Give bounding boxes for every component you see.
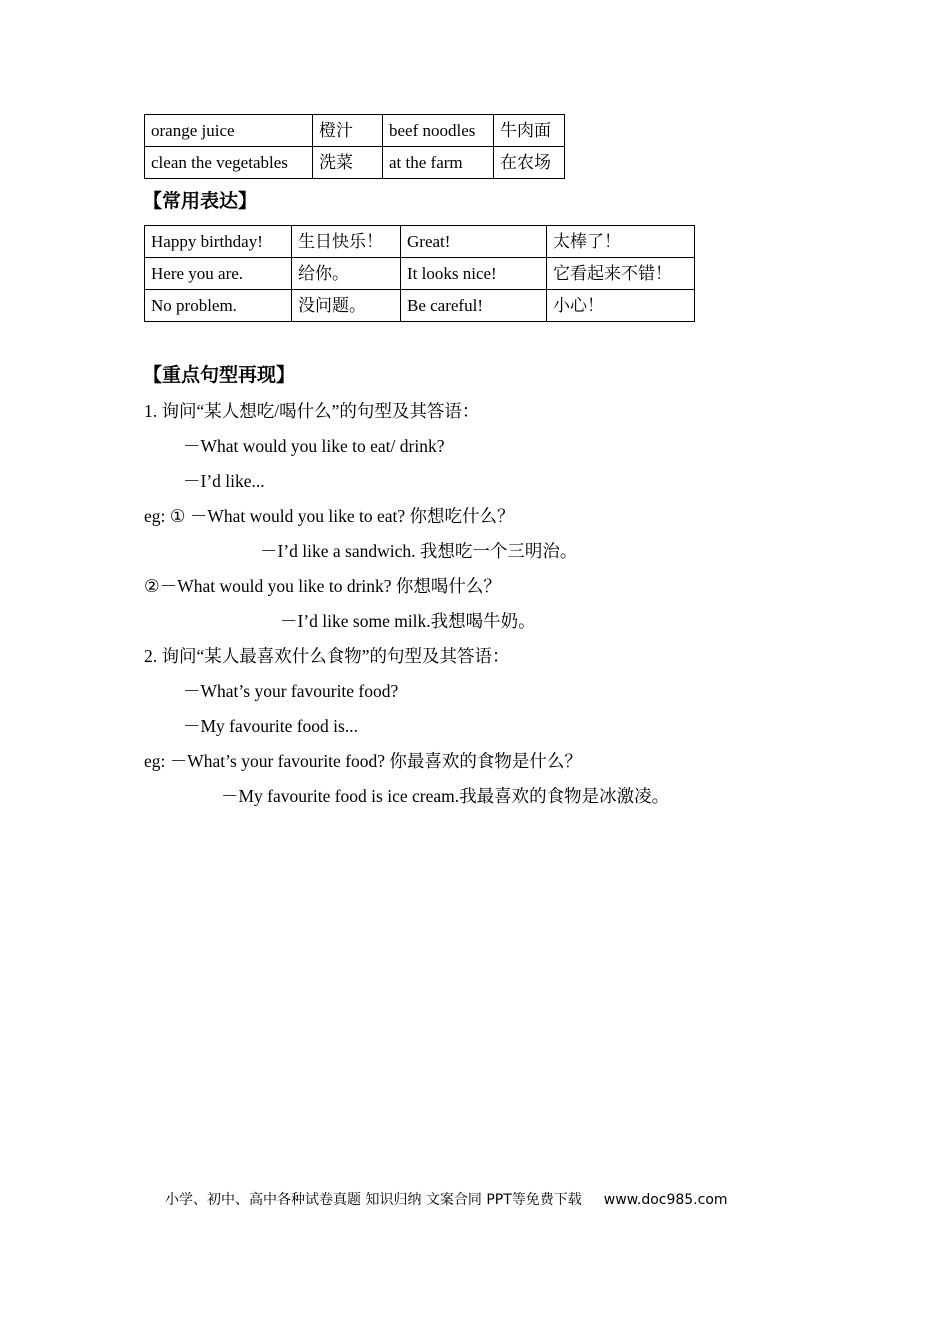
expressions-heading: 【常用表达】 [143,190,258,212]
table-cell: Here you are. [145,258,292,290]
pattern-question: －What’s your favourite food? [183,681,399,701]
table-cell: Happy birthday! [145,226,292,258]
pattern-title: 2. 询问“某人最喜欢什么食物”的句型及其答语： [144,646,510,666]
table-cell: 洗菜 [313,147,383,179]
table-cell: 给你。 [292,258,401,290]
footer-text: 小学、初中、高中各种试卷真题 知识归纳 文案合同 PPT等免费下载 [165,1192,582,1208]
table-cell: It looks nice! [401,258,547,290]
table-row [145,147,565,179]
example-question: eg: －What’s your favourite food? 你最喜欢的食物是什么？ [144,751,582,771]
pattern-title: 1. 询问“某人想吃/喝什么”的句型及其答语： [144,401,480,421]
table-cell: No problem. [145,290,292,322]
table-row [145,115,565,147]
footer-url[interactable]: www.doc985.com [603,1192,728,1208]
table-cell: 橙汁 [313,115,383,147]
example-question: eg: ① －What would you like to eat? 你想吃什么？ [144,506,515,526]
table-cell: 太棒了！ [547,226,695,258]
table-cell: 它看起来不错！ [547,258,695,290]
table-row [145,290,695,322]
pattern-question: －What would you like to eat/ drink? [183,436,445,456]
pattern-answer: －My favourite food is... [183,716,358,736]
table-cell: 没问题。 [292,290,401,322]
example-answer: －I’d like a sandwich. 我想吃一个三明治。 [260,541,578,561]
table-cell: Be careful! [401,290,547,322]
pattern-answer: －I’d like... [183,471,265,491]
example-answer: －My favourite food is ice cream.我最喜欢的食物是冰激凌。 [221,786,670,806]
patterns-heading: 【重点句型再现】 [143,364,296,386]
table-cell: 牛肉面 [494,115,565,147]
vocab-table [144,114,565,179]
table-cell: Great! [401,226,547,258]
table-cell: beef noodles [383,115,494,147]
table-cell: clean the vegetables [145,147,313,179]
expressions-table [144,225,695,322]
example-answer: －I’d like some milk.我想喝牛奶。 [280,611,536,631]
example-question: ②－What would you like to drink? 你想喝什么？ [144,576,501,596]
table-row [145,258,695,290]
table-row [145,226,695,258]
table-cell: 生日快乐！ [292,226,401,258]
table-cell: orange juice [145,115,313,147]
page-footer [165,1190,728,1210]
table-cell: 小心！ [547,290,695,322]
table-cell: at the farm [383,147,494,179]
table-cell: 在农场 [494,147,565,179]
